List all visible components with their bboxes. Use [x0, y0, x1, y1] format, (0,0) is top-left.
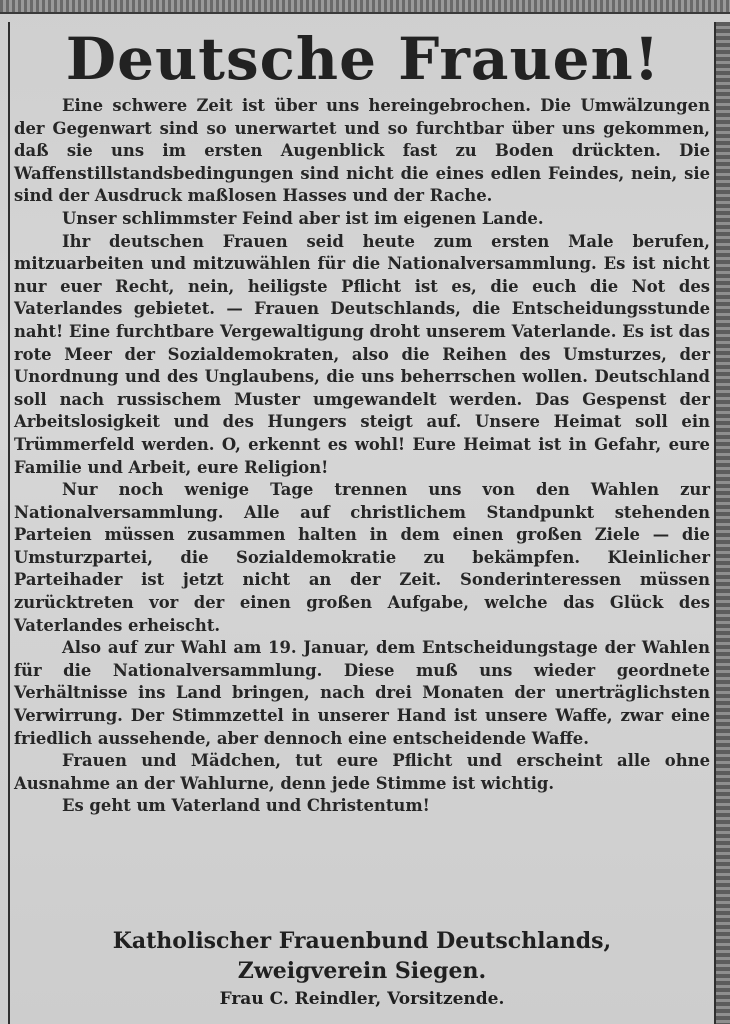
- signature-organization: Katholischer Frauenbund Deutschlands,: [112, 928, 612, 954]
- top-border-rule: [0, 0, 730, 14]
- paragraph: Frauen und Mädchen, tut eure Pflicht und erscheint alle ohne Ausnahme an der Wahlurne, denn jede Stimme ist wichtig.: [14, 751, 710, 793]
- headline: Deutsche Frauen!: [65, 25, 661, 93]
- signature-block: [14, 926, 710, 1012]
- signature-chair: Frau C. Reindler, Vorsitzende.: [219, 989, 505, 1009]
- left-column-rule: [8, 22, 10, 1024]
- paragraph: Ihr deutschen Frauen seid heute zum ersten Male berufen, mitzuarbeiten und mitzuwählen für die Nationalversammlung. Es ist nicht nur euer Recht, nein, heiligste Pflicht ist es, die euch die Not des Vaterlandes gebietet. — Frauen Deutschlands, die Entscheidungsstunde naht! Eine furchtbare Vergewaltigung droht unserem Vaterlande. Es ist das rote Meer der Sozialdemokraten, also die Reihen des Umsturzes, der Unordnung und des Unglaubens, die uns beherrschen wollen. Deutschland soll nach russischem Muster umgewandelt werden. Das Gespenst der Arbeitslosigkeit und des Hungers steigt auf. Unsere Heimat soll ein Trümmerfeld werden. O, erkennt es wohl! Eure Heimat ist in Gefahr, eure Familie und Arbeit, eure Religion!: [14, 231, 710, 477]
- paragraph: Nur noch wenige Tage trennen uns von den Wahlen zur Nationalversammlung. Alle auf christlichem Standpunkt stehenden Parteien müssen zusammen halten in dem einen großen Ziele — die Umsturzpartei, die Sozialdemokratie zu bekämpfen. Kleinlicher Parteihader ist jetzt nicht an der Zeit. Sonderinteressen müssen zurücktreten vor der einen großen Aufgabe, welche das Glück des Vaterlandes erheischt.: [14, 480, 710, 635]
- paragraph: Also auf zur Wahl am 19. Januar, dem Entscheidungstage der Wahlen für die Nationalversammlung. Diese muß uns wieder geordnete Verhältnisse ins Land bringen, nach drei Monaten der unerträglichsten Verwirrung. Der Stimmzettel in unserer Hand ist unsere Waffe, zwar eine friedlich aussehende, aber dennoch eine entscheidende Waffe.: [14, 638, 710, 748]
- paragraph: Eine schwere Zeit ist über uns hereingebrochen. Die Umwälzungen der Gegenwart sind so unerwartet und so furchtbar über uns gekommen, daß sie uns im ersten Augenblick fast zu Boden drückten. Die Waffenstillstandsbedingungen sind nicht die eines edlen Feindes, nein, sie sind der Ausdruck maßlosen Hasses und der Rache.: [14, 96, 710, 206]
- adjacent-column-edge: [716, 22, 730, 1024]
- article-body: [14, 95, 710, 818]
- paragraph: Es geht um Vaterland und Christentum!: [62, 796, 430, 816]
- paragraph: Unser schlimmster Feind aber ist im eigenen Lande.: [62, 208, 544, 228]
- signature-branch: Zweigverein Siegen.: [237, 958, 487, 984]
